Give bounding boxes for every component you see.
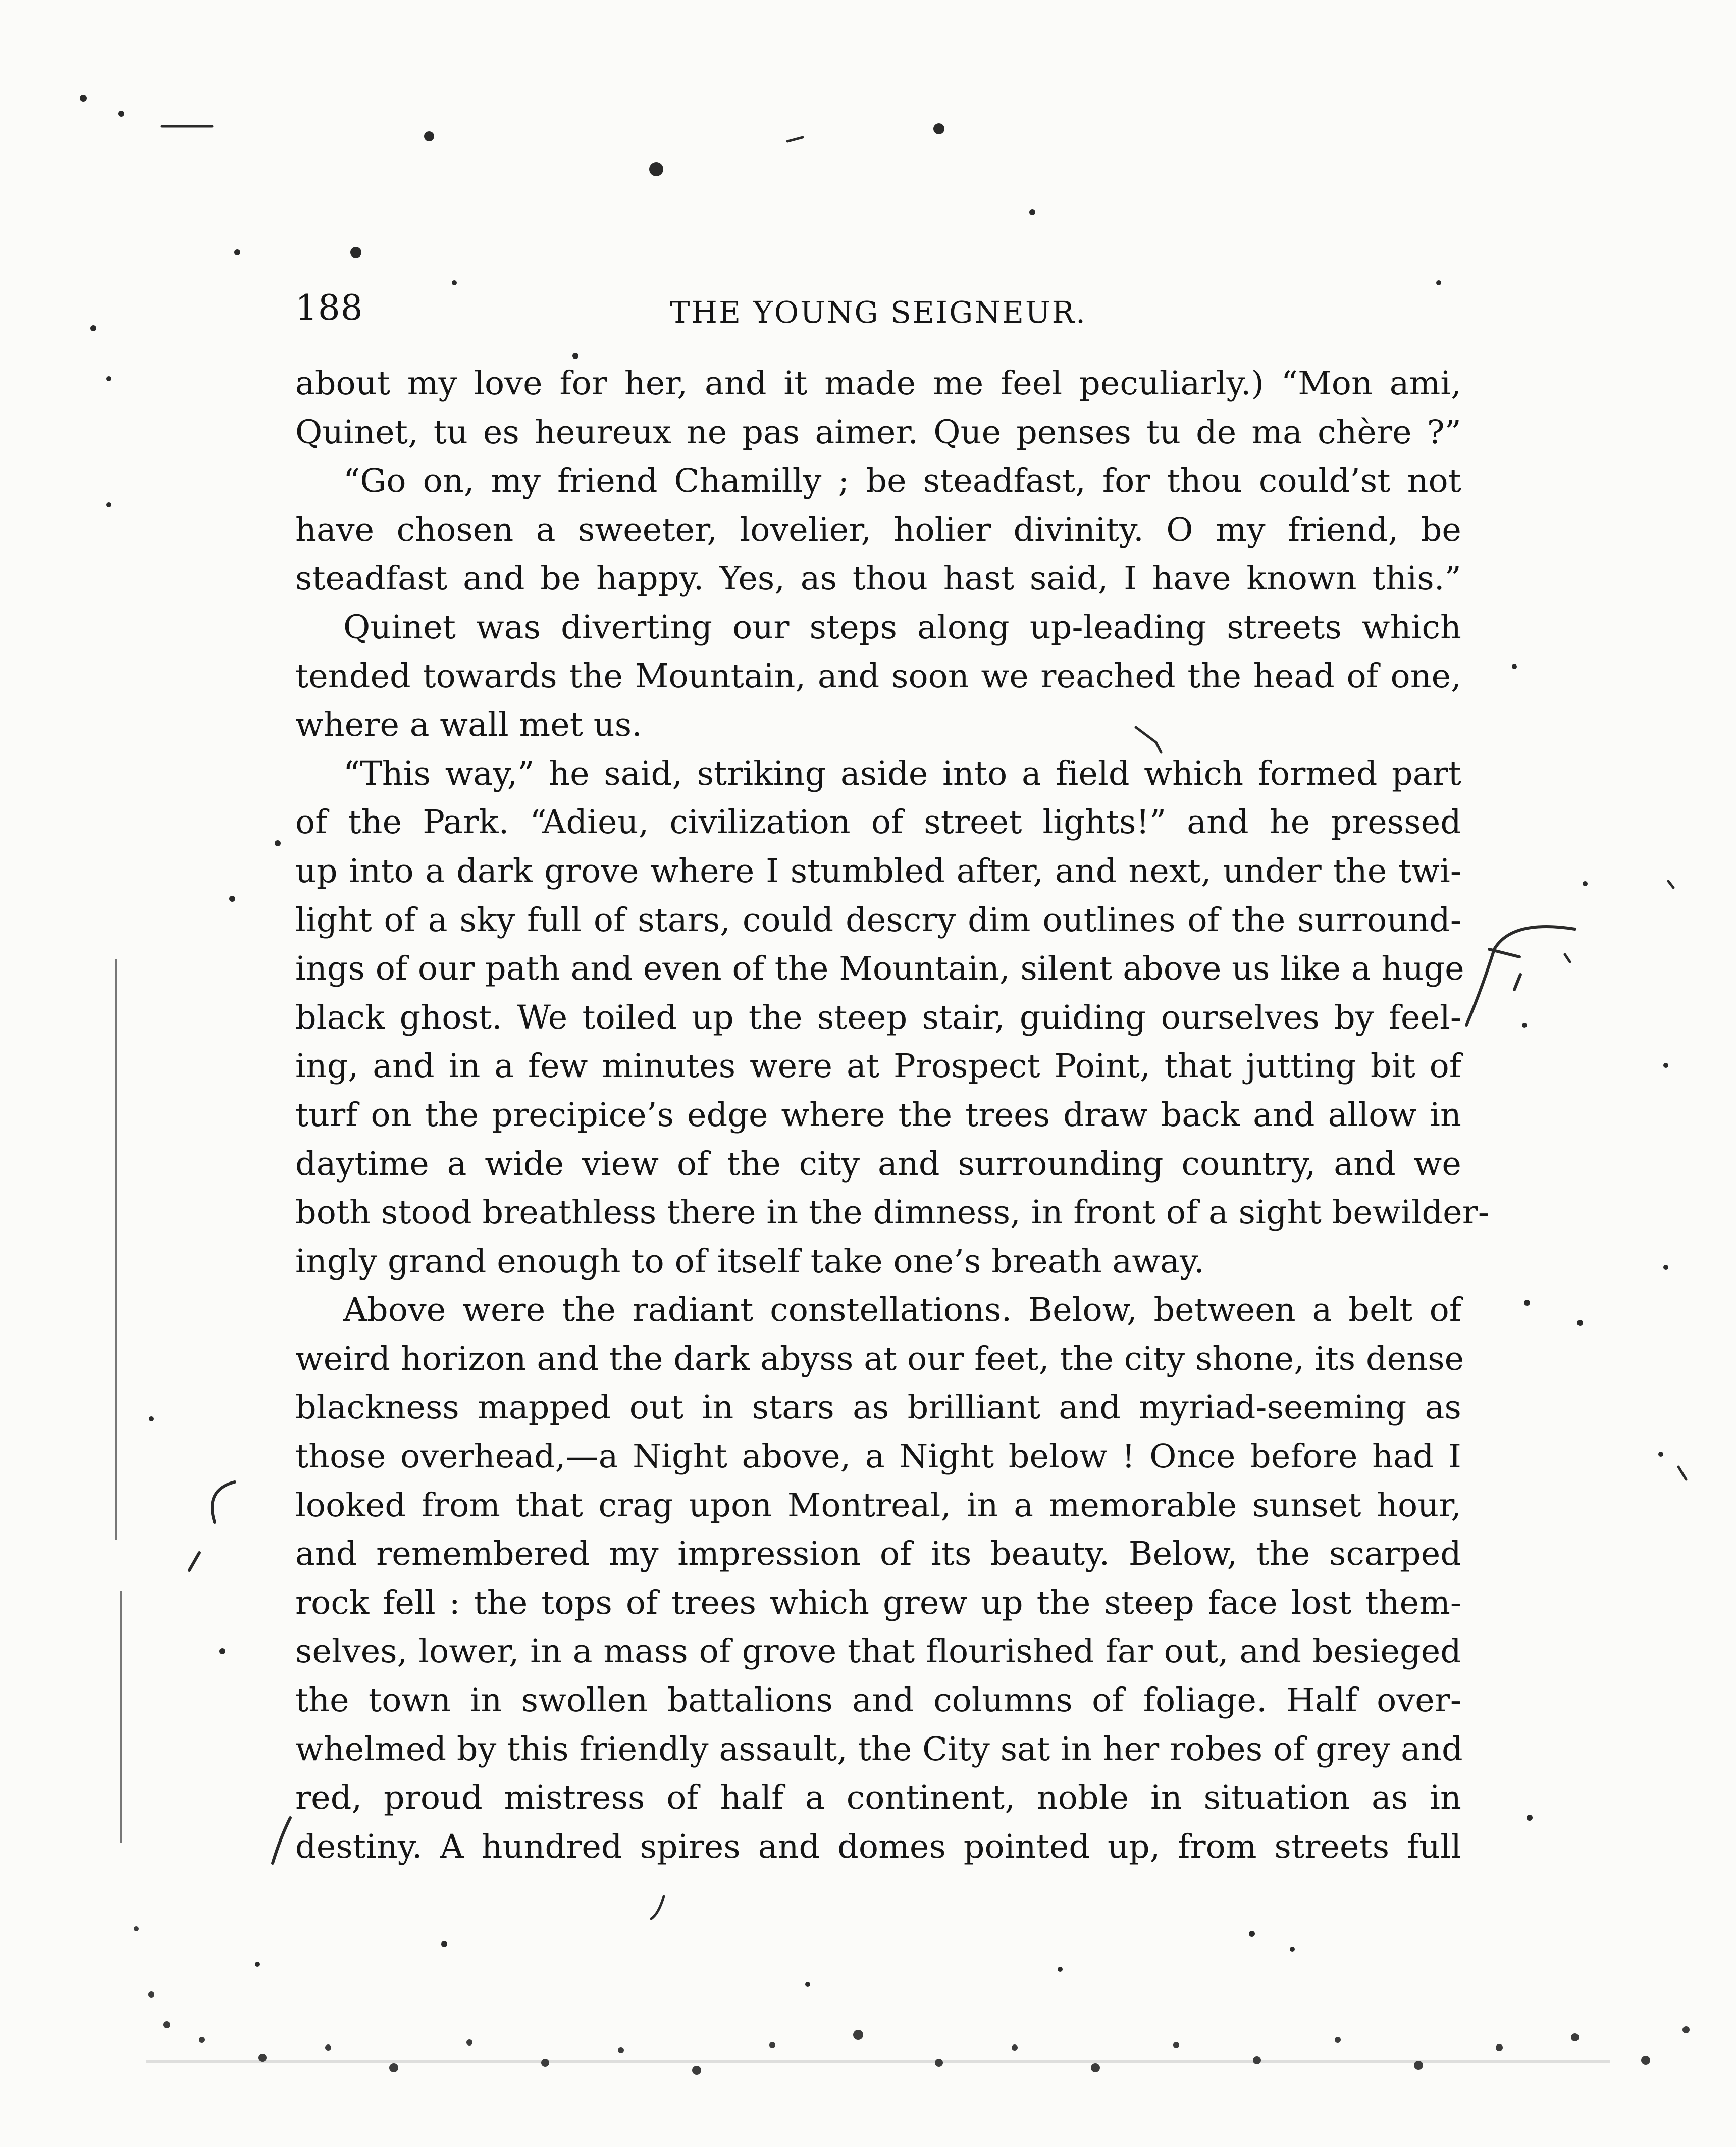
text-line: ing, and in a few minutes were at Prospect Point, that jutting bit of [295,1047,1461,1086]
text-line: steadfast and be happy. Yes, as thou hast said, I have known this.” [295,559,1461,598]
page-number: 188 [295,288,363,328]
text-line: red, proud mistress of half a continent, noble in situation as in [295,1779,1461,1817]
text-line: “Go on, my friend Chamilly ; be steadfast, for thou could’st not [343,462,1461,500]
text-line: blackness mapped out in stars as brilliant and myriad-seeming as [295,1389,1461,1427]
running-title: THE YOUNG SEIGNEUR. [670,295,1087,330]
text-line: both stood breathless there in the dimness, in front of a sight bewilder- [295,1194,1489,1232]
text-line: black ghost. We toiled up the steep stair, guiding ourselves by feel- [295,998,1461,1037]
text-line: selves, lower, in a mass of grove that flourished far out, and besieged [295,1632,1461,1671]
text-line: have chosen a sweeter, lovelier, holier divinity. O my friend, be [295,510,1461,549]
text-line: “This way,” he said, striking aside into a field which formed part [343,754,1461,793]
text-line: where a wall met us. [295,706,642,744]
text-line: Above were the radiant constellations. Below, between a belt of [343,1291,1461,1330]
text-line: those overhead,—a Night above, a Night below ! Once before had I [295,1438,1461,1476]
text-line: light of a sky full of stars, could descry dim outlines of the surround- [295,901,1461,939]
text-line: looked from that crag upon Montreal, in a memorable sunset hour, [295,1486,1461,1524]
text-line: up into a dark grove where I stumbled after, and next, under the twi- [295,852,1461,890]
text-line: Quinet, tu es heureux ne pas aimer. Que penses tu de ma chère ?” [295,413,1461,451]
text-line: destiny. A hundred spires and domes pointed up, from streets full [295,1827,1461,1866]
text-line: rock fell : the tops of trees which grew up the steep face lost them- [295,1583,1461,1622]
text-line: the town in swollen battalions and columns of foliage. Half over- [295,1681,1461,1720]
text-line: ingly grand enough to of itself take one’s breath away. [295,1242,1204,1281]
running-head [295,283,1461,343]
text-line: daytime a wide view of the city and surrounding country, and we [295,1145,1461,1183]
text-line: whelmed by this friendly assault, the City sat in her robes of grey and [295,1730,1463,1768]
text-line: tended towards the Mountain, and soon we reached the head of one, [295,657,1461,695]
text-line: turf on the precipice’s edge where the trees draw back and allow in [295,1096,1461,1134]
text-line: of the Park. “Adieu, civilization of street lights!” and he pressed [295,803,1461,842]
body-text [295,360,1489,1871]
text-line: Quinet was diverting our steps along up-leading streets which [343,608,1461,646]
text-line: and remembered my impression of its beauty. Below, the scarped [295,1535,1461,1573]
text-line: about my love for her, and it made me feel peculiarly.) “Mon ami, [295,365,1461,402]
text-line: weird horizon and the dark abyss at our feet, the city shone, its dense [295,1340,1464,1378]
text-line: ings of our path and even of the Mountain, silent above us like a huge [295,950,1464,988]
